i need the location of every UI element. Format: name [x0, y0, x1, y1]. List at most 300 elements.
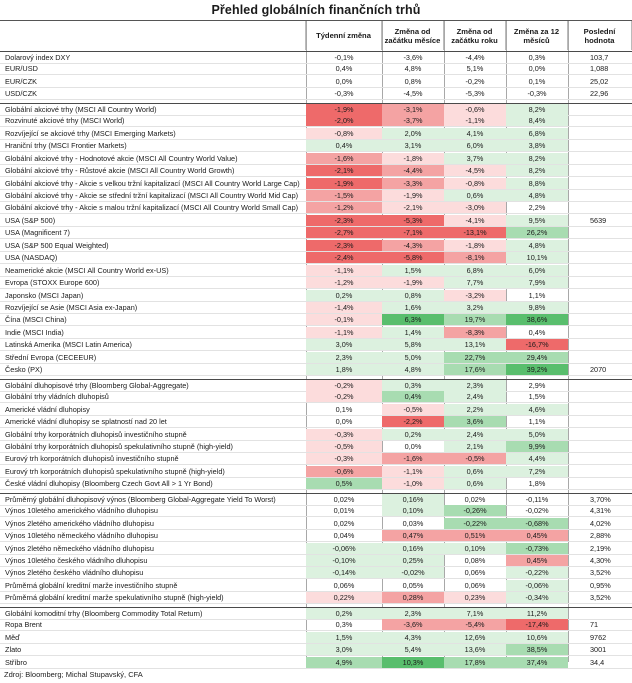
row-label: Japonsko (MSCI Japan) [5, 290, 84, 300]
change-cell: 38,5% [506, 644, 568, 656]
last-value-cell: 4,02% [590, 518, 611, 528]
change-cell: 0,02% [464, 494, 486, 504]
change-cell: 26,2% [506, 227, 568, 239]
table-row [0, 466, 632, 478]
row-label: Dolarový index DXY [5, 53, 71, 62]
change-cell: -0,8% [306, 128, 382, 140]
last-value-cell: 1,088 [590, 64, 609, 74]
change-cell: -1,5% [306, 190, 382, 202]
change-cell: 4,8% [404, 64, 422, 74]
change-cell: 0,02% [333, 518, 355, 528]
row-label: Indie (MSCI India) [5, 327, 64, 337]
change-cell: 0,3% [528, 53, 546, 62]
change-cell: 6,8% [444, 265, 506, 277]
table-row [0, 252, 632, 264]
table-row [0, 76, 632, 88]
change-cell: -3,6% [403, 53, 423, 62]
column-header: Poslední hodnota [568, 21, 632, 50]
change-cell: 0,16% [382, 494, 444, 506]
change-cell: 0,28% [382, 592, 444, 604]
change-cell: -5,3% [382, 215, 444, 227]
change-cell: 0,0% [528, 64, 546, 74]
row-label: Latinská Amerika (MSCI Latin America) [5, 340, 132, 350]
change-cell: -0,3% [306, 453, 382, 465]
change-cell: 5,0% [506, 429, 568, 441]
change-cell: 37,4% [506, 657, 568, 669]
change-cell: 0,5% [306, 478, 382, 490]
row-gridline [0, 668, 632, 669]
change-cell: 7,9% [506, 277, 568, 289]
row-label: Ropa Brent [5, 620, 42, 630]
row-label: Rozvíjející se Asie (MSCI Asia ex-Japan) [5, 303, 138, 312]
table-row [0, 165, 632, 177]
change-cell: 1,8% [306, 364, 382, 376]
table-row [0, 115, 632, 127]
change-cell: 4,8% [382, 364, 444, 376]
row-label: USA (Magnificent 7) [5, 228, 70, 238]
table-row [0, 51, 632, 64]
last-value-cell: 3,52% [590, 568, 611, 578]
row-label: Střední Evropa (CECEEUR) [5, 352, 97, 362]
change-cell: 0,0% [335, 76, 353, 86]
table-row [0, 580, 632, 592]
change-cell: 5,0% [382, 352, 444, 364]
change-cell: 0,0% [404, 441, 422, 451]
change-cell: -2,0% [306, 115, 382, 127]
change-cell: 0,1% [335, 404, 353, 414]
change-cell: 11,2% [506, 608, 568, 620]
table-row [0, 240, 632, 252]
column-header: Změna od začátku roku [444, 21, 506, 50]
table-row [0, 379, 632, 392]
change-cell: 2,1% [444, 441, 506, 453]
change-cell: 10,1% [506, 252, 568, 264]
last-value-cell: 3,70% [590, 494, 611, 504]
table-row [0, 277, 632, 289]
change-cell: -3,3% [382, 178, 444, 190]
table-row [0, 339, 632, 351]
change-cell: 3,7% [444, 153, 506, 165]
change-cell: -5,4% [444, 619, 506, 631]
row-label: USA (S&P 500 Equal Weighted) [5, 240, 109, 250]
change-cell: 2,4% [444, 391, 506, 403]
change-cell: 0,1% [528, 76, 546, 86]
row-gridline [0, 375, 632, 376]
change-cell: -2,2% [382, 416, 444, 428]
change-cell: 3,2% [444, 302, 506, 314]
change-cell: -0,6% [306, 466, 382, 478]
last-value-cell: 25,02 [590, 76, 609, 86]
change-cell: 29,4% [506, 352, 568, 364]
change-cell: 0,4% [382, 391, 444, 403]
change-cell: -1,8% [444, 240, 506, 252]
change-cell: -0,68% [506, 518, 568, 530]
change-cell: -13,1% [444, 227, 506, 239]
change-cell: 10,6% [506, 632, 568, 644]
change-cell: 4,3% [382, 632, 444, 644]
row-label: Globální trhy korporátních dluhopisů spekulativního stupně (high-yield) [5, 441, 233, 451]
last-value-cell: 34,4 [590, 657, 605, 667]
change-cell: 0,10% [382, 505, 444, 517]
change-cell: 0,45% [506, 530, 568, 542]
row-label: Průměrná globální kreditní marže spekulativního stupně (high-yield) [5, 593, 224, 603]
row-gridline [0, 489, 632, 490]
change-cell: -17,4% [506, 619, 568, 631]
change-cell: 8,2% [506, 153, 568, 165]
change-cell: -0,8% [444, 178, 506, 190]
table-row [0, 657, 632, 669]
change-cell: -4,4% [382, 165, 444, 177]
row-label: USA (S&P 500) [5, 215, 56, 225]
change-cell: -16,7% [506, 339, 568, 351]
last-value-cell: 4,30% [590, 556, 611, 565]
row-label: USD/CZK [5, 89, 38, 99]
change-cell: 39,2% [506, 364, 568, 376]
change-cell: -0,22% [444, 518, 506, 530]
change-cell: 0,22% [306, 592, 382, 604]
row-label: Výnos 10letého českého vládního dluhopisu [5, 556, 148, 565]
row-label: Výnos 10letého německého vládního dluhopisu [5, 531, 158, 541]
column-header [0, 21, 306, 50]
change-cell: 3,6% [444, 416, 506, 428]
change-cell: 1,4% [382, 327, 444, 339]
row-label: EUR/CZK [5, 76, 38, 86]
change-cell: 9,5% [506, 215, 568, 227]
change-cell: 0,2% [382, 429, 444, 441]
change-cell: -0,14% [306, 567, 382, 579]
change-cell: 4,4% [506, 453, 568, 465]
change-cell: 4,6% [506, 404, 568, 416]
row-label: Rozvíjející se akciové trhy (MSCI Emerging Markets) [5, 128, 176, 138]
change-cell: 0,06% [333, 580, 355, 590]
change-cell: -5,8% [382, 252, 444, 264]
change-cell: -1,9% [382, 277, 444, 289]
change-cell: -0,2% [306, 391, 382, 403]
change-cell: 4,1% [444, 128, 506, 140]
row-gridline [0, 99, 632, 100]
change-cell: 0,4% [306, 140, 382, 152]
table-row [0, 265, 632, 277]
change-cell: -1,1% [444, 115, 506, 127]
change-cell: -0,5% [382, 404, 444, 416]
change-cell: 5,8% [382, 339, 444, 351]
table-row [0, 441, 632, 453]
change-cell: 0,4% [335, 64, 353, 74]
row-label: Globální akciové trhy (MSCI All Country World) [5, 104, 157, 114]
change-cell: 0,02% [333, 494, 355, 504]
change-cell: 8,2% [506, 165, 568, 177]
table-row [0, 302, 632, 314]
change-cell: -8,1% [444, 252, 506, 264]
table-row [0, 227, 632, 239]
change-cell: 2,4% [444, 429, 506, 441]
change-cell: -1,1% [306, 327, 382, 339]
change-cell: 7,1% [444, 608, 506, 620]
change-cell: 1,5% [528, 392, 546, 402]
change-cell: 0,06% [464, 580, 486, 590]
change-cell: -1,8% [382, 153, 444, 165]
change-cell: -0,34% [506, 592, 568, 604]
change-cell: 0,6% [444, 466, 506, 478]
row-label: Průměrná globální kreditní marže investičního stupně [5, 580, 178, 590]
change-cell: -2,1% [306, 165, 382, 177]
change-cell: 0,10% [444, 543, 506, 555]
change-cell: 2,3% [306, 352, 382, 364]
row-label: Česko (PX) [5, 365, 43, 375]
row-label: Eurový trh korporátních dluhopisů investičního stupně [5, 454, 179, 464]
change-cell: 12,6% [444, 632, 506, 644]
change-cell: 1,8% [528, 479, 546, 489]
table-row [0, 190, 632, 202]
row-label: Výnos 2letého amerického vládního dluhopisu [5, 518, 154, 528]
change-cell: 38,6% [506, 314, 568, 326]
row-label: Globální dluhopisové trhy (Bloomberg Global-Aggregate) [5, 380, 189, 390]
table-row [0, 88, 632, 100]
change-cell: 8,4% [506, 115, 568, 127]
change-cell: -1,9% [306, 104, 382, 116]
change-cell: 0,23% [444, 592, 506, 604]
row-label: EUR/USD [5, 64, 38, 74]
last-value-cell: 2070 [590, 365, 607, 375]
table-row [0, 314, 632, 326]
table-row [0, 632, 632, 644]
change-cell: -0,10% [306, 555, 382, 567]
change-cell: -0,6% [444, 104, 506, 116]
change-cell: 0,2% [306, 290, 382, 302]
change-cell: 0,8% [382, 290, 444, 302]
row-label: Čína (MSCI China) [5, 315, 67, 325]
change-cell: 19,7% [444, 314, 506, 326]
change-cell: 0,16% [382, 543, 444, 555]
table-row [0, 140, 632, 152]
change-cell: -0,1% [306, 314, 382, 326]
table-row [0, 493, 632, 506]
column-header: Změna od začátku měsíce [382, 21, 444, 50]
last-value-cell: 103,7 [590, 53, 609, 62]
last-value-cell: 22,96 [590, 89, 609, 99]
row-label: Globální akciové trhy - Akcie se střední tržní kapitalizací (MSCI All Country World Mid Cap) [5, 190, 299, 200]
change-cell: 3,1% [382, 140, 444, 152]
change-cell: 0,45% [506, 555, 568, 567]
row-label: Globální komoditní trhy (Bloomberg Commodity Total Return) [5, 608, 203, 618]
change-cell: -8,3% [444, 327, 506, 339]
table-row [0, 478, 632, 490]
row-label: Globální akciové trhy - Hodnotové akcie (MSCI All Country World Value) [5, 153, 238, 163]
change-cell: 13,1% [444, 339, 506, 351]
row-label: Měď [5, 632, 20, 642]
table-row [0, 215, 632, 227]
table-row [0, 644, 632, 656]
change-cell: 0,0% [335, 417, 353, 427]
change-cell: -3,2% [444, 290, 506, 302]
change-cell: 8,2% [506, 104, 568, 116]
change-cell: 1,6% [382, 302, 444, 314]
change-cell: 13,6% [444, 644, 506, 656]
last-value-cell: 5639 [590, 215, 607, 225]
change-cell: 7,2% [506, 466, 568, 478]
change-cell: -1,6% [306, 153, 382, 165]
change-cell: -2,3% [306, 240, 382, 252]
change-cell: -1,6% [382, 453, 444, 465]
change-cell: 9,8% [506, 302, 568, 314]
change-cell: -3,7% [382, 115, 444, 127]
change-cell: -1,0% [382, 478, 444, 490]
change-cell: 3,0% [306, 644, 382, 656]
change-cell: 0,47% [382, 530, 444, 542]
change-cell: -2,3% [306, 215, 382, 227]
change-cell: -4,3% [382, 240, 444, 252]
row-label: Výnos 2letého českého vládního dluhopisu [5, 568, 144, 578]
change-cell: -2,4% [306, 252, 382, 264]
change-cell: -3,0% [444, 202, 506, 214]
change-cell: 0,3% [382, 380, 444, 392]
change-cell: -0,3% [334, 89, 354, 99]
source-footer: Zdroj: Bloomberg; Michal Stupavský, CFA [4, 670, 143, 679]
change-cell: -0,1% [334, 53, 354, 62]
change-cell: 0,3% [335, 620, 353, 630]
table-row [0, 518, 632, 530]
change-cell: -1,9% [382, 190, 444, 202]
table-row [0, 567, 632, 579]
change-cell: -0,3% [527, 89, 547, 99]
row-label: Globální trhy korporátních dluhopisů investičního stupně [5, 429, 187, 439]
table-row [0, 391, 632, 403]
change-cell: -0,11% [525, 494, 549, 504]
change-cell: -7,1% [382, 227, 444, 239]
table-row [0, 543, 632, 555]
change-cell: 2,2% [528, 203, 546, 213]
table-row [0, 592, 632, 604]
change-cell: 0,03% [402, 518, 424, 528]
change-cell: 4,8% [506, 240, 568, 252]
last-value-cell: 9762 [590, 632, 607, 642]
last-value-cell: 4,31% [590, 506, 611, 516]
change-cell: 0,06% [464, 568, 486, 578]
change-cell: -0,02% [382, 567, 444, 579]
table-row [0, 416, 632, 428]
change-cell: 0,2% [306, 608, 382, 620]
change-cell: -0,2% [465, 76, 485, 86]
change-cell: 5,4% [382, 644, 444, 656]
change-cell: 2,3% [444, 380, 506, 392]
change-cell: -2,1% [382, 202, 444, 214]
change-cell: 7,7% [444, 277, 506, 289]
row-label: USA (NASDAQ) [5, 253, 58, 263]
change-cell: 0,4% [528, 327, 546, 337]
table-row [0, 453, 632, 465]
change-cell: 0,04% [333, 531, 355, 541]
change-cell: -3,6% [382, 619, 444, 631]
change-cell: 2,0% [382, 128, 444, 140]
change-cell: 0,05% [402, 580, 424, 590]
last-value-cell: 2,19% [590, 543, 611, 553]
change-cell: -0,2% [306, 380, 382, 392]
row-label: Průměrný globální dluhopisový výnos (Bloomberg Global-Aggregate Yield To Worst) [5, 494, 276, 504]
change-cell: -2,7% [306, 227, 382, 239]
table-row [0, 202, 632, 214]
change-cell: 6,0% [506, 265, 568, 277]
row-label: Globální akciové trhy - Růstové akcie (MSCI All Country World Growth) [5, 166, 235, 176]
change-cell: 1,1% [528, 417, 546, 427]
row-label: Evropa (STOXX Europe 600) [5, 278, 100, 288]
change-cell: 5,1% [466, 64, 484, 74]
table-row [0, 178, 632, 190]
change-cell: 2,9% [528, 380, 546, 390]
table-row [0, 153, 632, 165]
column-header: Změna za 12 měsíců [506, 21, 568, 50]
change-cell: 4,9% [306, 657, 382, 669]
change-cell: 3,0% [306, 339, 382, 351]
row-label: Globální trhy vládních dluhopisů [5, 392, 109, 402]
change-cell: -1,1% [306, 265, 382, 277]
row-label: Stříbro [5, 657, 27, 667]
change-cell: 17,8% [444, 657, 506, 669]
table-row [0, 290, 632, 302]
change-cell: 2,3% [382, 608, 444, 620]
table-row [0, 103, 632, 116]
change-cell: 1,5% [382, 265, 444, 277]
change-cell: -1,4% [306, 302, 382, 314]
change-cell: -1,2% [306, 202, 382, 214]
table-row [0, 404, 632, 416]
change-cell: -4,4% [465, 53, 485, 62]
change-cell: 4,8% [506, 190, 568, 202]
change-cell: 3,8% [506, 140, 568, 152]
change-cell: -0,5% [444, 453, 506, 465]
row-label: Americké vládní dluhopisy se splatností nad 20 let [5, 417, 167, 427]
change-cell: 6,0% [444, 140, 506, 152]
change-cell: 6,3% [382, 314, 444, 326]
change-cell: 0,08% [464, 556, 486, 565]
row-label: Rozvinuté akciové trhy (MSCI World) [5, 116, 125, 126]
change-cell: -0,06% [506, 580, 568, 592]
change-cell: 0,6% [444, 190, 506, 202]
table-row [0, 619, 632, 631]
change-cell: 9,9% [506, 441, 568, 453]
table-row [0, 327, 632, 339]
change-cell: -0,02% [525, 506, 549, 516]
change-cell: -0,3% [306, 429, 382, 441]
change-cell: 0,6% [444, 478, 506, 490]
change-cell: 0,25% [382, 555, 444, 567]
change-cell: -4,1% [444, 215, 506, 227]
change-cell: 1,1% [528, 290, 546, 300]
row-label: Zlato [5, 645, 22, 655]
change-cell: 8,8% [506, 178, 568, 190]
table-row [0, 63, 632, 75]
change-cell: -4,5% [444, 165, 506, 177]
table-row [0, 505, 632, 517]
change-cell: -0,5% [306, 441, 382, 453]
change-cell: 22,7% [444, 352, 506, 364]
last-value-cell: 2,88% [590, 531, 611, 541]
change-cell: -0,22% [506, 567, 568, 579]
row-label: Neamerické akcie (MSCI All Country World ex-US) [5, 265, 169, 275]
last-value-cell: 71 [590, 620, 599, 630]
last-value-cell: 0,95% [590, 580, 611, 590]
row-label: České vládní dluhopisy (Bloomberg Czech Govt All > 1 Yr Bond) [5, 479, 213, 489]
change-cell: 0,51% [444, 530, 506, 542]
change-cell: -3,1% [382, 104, 444, 116]
change-cell: -1,1% [382, 466, 444, 478]
row-label: Americké vládní dluhopisy [5, 404, 90, 414]
change-cell: 6,8% [506, 128, 568, 140]
table-row [0, 352, 632, 364]
last-value-cell: 3,52% [590, 593, 611, 603]
row-gridline [0, 603, 632, 604]
page-title: Přehled globálních finančních trhů [0, 0, 632, 21]
change-cell: 10,3% [382, 657, 444, 669]
